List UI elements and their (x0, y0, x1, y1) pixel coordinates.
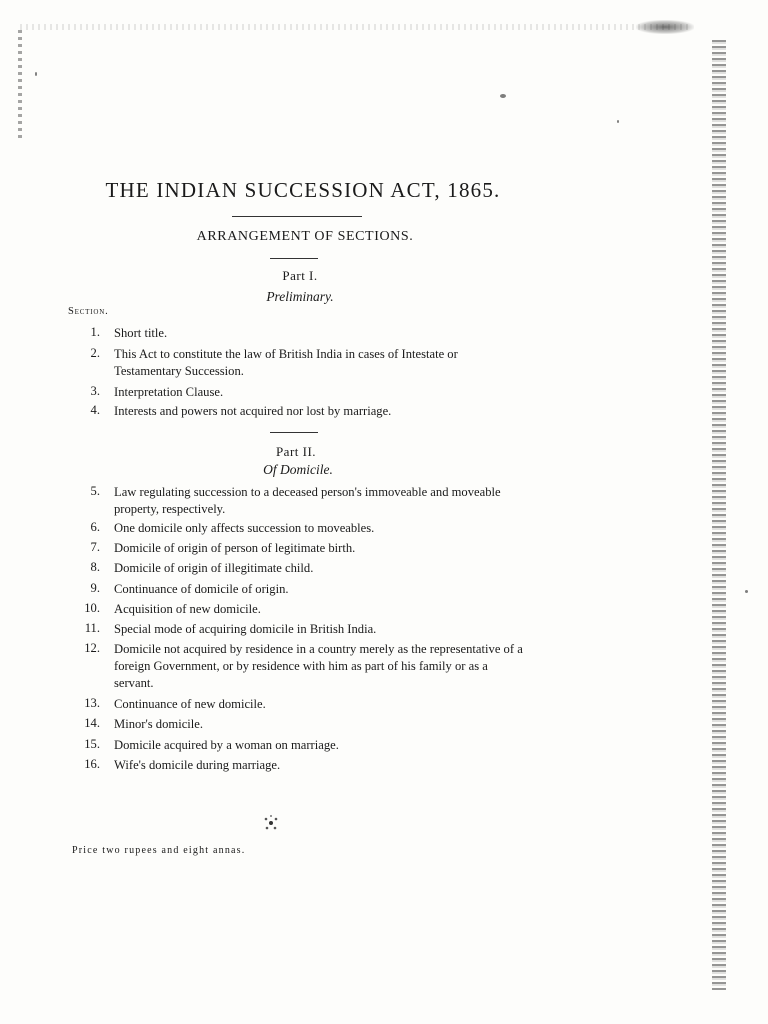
section-number: 6. (90, 520, 100, 534)
part-divider (270, 258, 318, 259)
section-number: 10. (84, 601, 100, 615)
section-title: Interpretation Clause. (114, 385, 224, 399)
document-title: THE INDIAN SUCCESSION ACT, 1865. (105, 178, 501, 202)
speck (617, 120, 619, 123)
section-title: Interests and powers not acquired nor lost by marriage. (114, 404, 392, 418)
scan-artifact-right-edge (712, 40, 726, 990)
section-title: Special mode of acquiring domicile in British India. (114, 622, 377, 636)
section-title: Acquisition of new domicile. (114, 602, 261, 616)
section-title: This Act to constitute the law of British India in cases of Intestate or Testamentary Succession. (114, 347, 458, 378)
section-number: 2. (90, 346, 100, 360)
part-heading: Part I. (282, 268, 318, 283)
section-title: Minor's domicile. (114, 717, 204, 731)
section-number: 3. (90, 384, 100, 398)
price-line: Price two rupees and eight annas. (72, 845, 246, 856)
section-title: Domicile acquired by a woman on marriage. (114, 738, 339, 752)
speck (35, 72, 37, 76)
section-number: 15. (84, 737, 100, 751)
section-title: Domicile not acquired by residence in a country merely as the representative of a foreign Government, or by residence with him as part of his family or as a servant. (114, 642, 523, 690)
section-number: 7. (90, 540, 100, 554)
section-title: Short title. (114, 326, 168, 340)
section-title: Wife's domicile during marriage. (114, 758, 281, 772)
section-column-label: Section. (68, 306, 109, 317)
speck (745, 590, 748, 593)
section-title: Domicile of origin of person of legitimate birth. (114, 541, 356, 555)
part-divider (270, 432, 318, 433)
title-rule (232, 216, 362, 217)
scan-artifact-top (20, 24, 690, 30)
scan-artifact-corner (636, 20, 694, 34)
section-number: 1. (90, 325, 100, 339)
part-name: Of Domicile. (263, 462, 333, 477)
section-number: 16. (84, 757, 100, 771)
section-number: 8. (90, 560, 100, 574)
section-number: 11. (84, 621, 100, 635)
section-number: 5. (90, 484, 100, 498)
section-title: Continuance of domicile of origin. (114, 582, 289, 596)
section-number: 14. (84, 716, 100, 730)
part-name: Preliminary. (266, 289, 334, 304)
section-number: 13. (84, 696, 100, 710)
section-title: Law regulating succession to a deceased person's immoveable and moveable property, respectively. (114, 485, 501, 516)
ornament-icon (262, 814, 280, 832)
part-heading: Part II. (275, 444, 317, 459)
section-title: One domicile only affects succession to moveables. (114, 521, 375, 535)
document-subtitle: ARRANGEMENT OF SECTIONS. (196, 229, 414, 244)
section-title: Continuance of new domicile. (114, 697, 266, 711)
section-title: Domicile of origin of illegitimate child. (114, 561, 314, 575)
section-number: 9. (90, 581, 100, 595)
section-number: 12. (84, 641, 100, 655)
scan-artifact-left (18, 30, 22, 140)
section-number: 4. (90, 403, 100, 417)
speck (500, 94, 506, 98)
